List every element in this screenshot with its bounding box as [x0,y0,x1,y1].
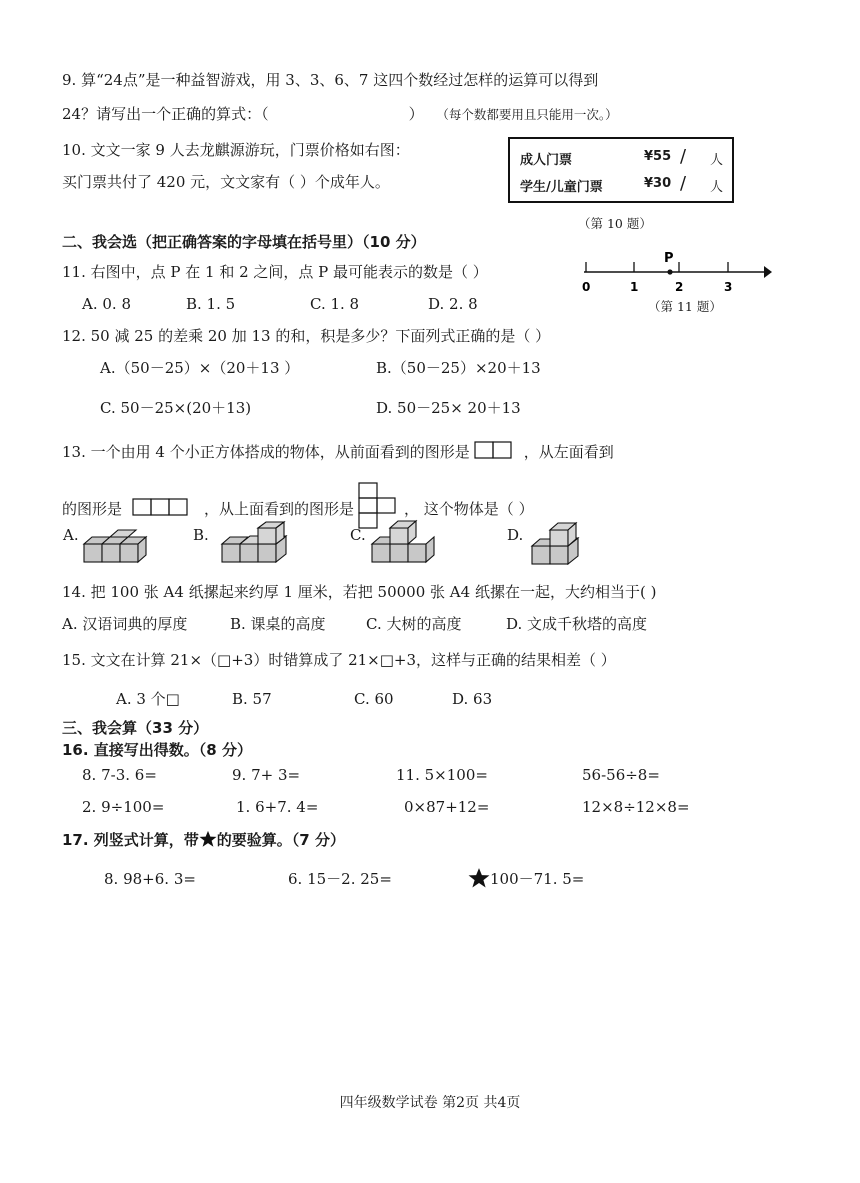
q15-option-c[interactable]: C. 60 [354,690,394,708]
page-footer: 四年级数学试卷 第2页 共4页 [339,1095,521,1111]
option-b-cubes-icon [220,526,300,576]
adult-ticket-label: 成人门票 [520,153,573,168]
q13-line2-text: 的图形是 [62,500,123,518]
q12-stem: 12. 50 减 25 的差乘 20 加 13 的和，积是多少？下面列式正确的是（ ） [62,327,551,345]
q17-item-1[interactable]: 8. 98+6. 3= [104,870,196,888]
q14-option-a[interactable]: A. 汉语词典的厚度 [62,615,188,633]
tick-label-0: 0 [582,280,591,294]
student-ticket-label: 学生/儿童门票 [520,180,603,195]
section2-title: 二、我会选（把正确答案的字母填在括号里）（10 分） [62,233,426,251]
q13-line1-text: 13. 一个由用 4 个小正方体搭成的物体，从前面看到的图形是 [62,443,470,461]
q11-option-d[interactable]: D. 2. 8 [428,295,478,313]
adult-ticket-price: ¥55 [644,149,672,164]
q11-option-a[interactable]: A. 0. 8 [82,295,131,313]
student-unit: 人 [710,180,724,195]
q9-note: （每个数都要用且只能用一次。） [436,107,618,122]
q13-line1 [62,441,614,462]
q10-line2: 买门票共付了 420 元，文文家有（ ）个成年人。 [62,173,390,191]
q17-title [62,830,345,850]
q13-option-c[interactable]: C. [350,526,366,544]
student-ticket-price: ¥30 [644,176,672,191]
q17-item-3-text: 100－71. 5= [490,870,585,888]
q12-option-c[interactable]: C. 50－25×(20＋13) [100,399,252,417]
q17-title-tail: 的要验算。（7 分） [216,831,345,849]
q10-line1: 10. 文文一家 9 人去龙麒源游玩，门票价格如右图： [62,141,410,159]
q14-option-b[interactable]: B. 课桌的高度 [230,615,326,633]
q15-option-d[interactable]: D. 63 [452,690,493,708]
q17-title-text: 17. 列竖式计算，带 [62,831,199,849]
q12-option-d[interactable]: D. 50－25× 20＋13 [376,399,521,417]
q11-caption: （第 11 题） [648,299,722,314]
section3-title: 三、我会算（33 分） [62,719,209,737]
ticket-price-box [508,137,734,203]
q16-item-5[interactable]: 2. 9÷100= [82,798,165,816]
q13-option-b[interactable]: B. [193,526,209,544]
number-line-arrow-icon [764,266,772,278]
q9-line2 [62,104,618,125]
star-icon [468,867,490,889]
q14-option-d[interactable]: D. 文成千秋塔的高度 [506,615,648,633]
q14-option-c[interactable]: C. 大树的高度 [366,615,462,633]
q17-item-3[interactable] [468,867,584,889]
q16-item-2[interactable]: 9. 7+ 3= [232,766,301,784]
q15-option-b[interactable]: B. 57 [232,690,272,708]
q11-option-b[interactable]: B. 1. 5 [186,295,236,313]
q13-option-d[interactable]: D. [507,526,524,544]
option-a-cubes-icon [82,530,162,576]
option-d-cubes-icon [530,526,610,576]
option-c-cubes-icon [370,526,450,576]
front-view-icon [474,441,514,459]
q12-option-a[interactable]: A.（50－25）×（20＋13 ） [100,359,300,377]
q9-line1: 9. 算“24点”是一种益智游戏，用 3、3、6、7 这四个数经过怎样的运算可以得到 [62,71,599,89]
point-p-dot [667,269,672,274]
q14-stem: 14. 把 100 张 A4 纸摞起来约厚 1 厘米，若把 50000 张 A4 纸摞在一起，大约相当于( ) [62,583,657,601]
left-view-icon [132,498,192,516]
q17-item-2[interactable]: 6. 15－2. 25= [288,870,392,888]
q16-item-1[interactable]: 8. 7-3. 6= [82,766,157,784]
point-p-label: P [664,251,674,266]
q9-prompt: 24？请写出一个正确的算式：（ [62,105,269,123]
tick-label-1: 1 [630,280,639,294]
tick-label-2: 2 [675,280,684,294]
top-view-icon [358,482,398,530]
q15-option-a[interactable]: A. 3 个□ [116,690,180,708]
number-line [578,248,778,298]
q16-item-3[interactable]: 11. 5×100= [396,766,488,784]
q16-item-6[interactable]: 1. 6+7. 4= [236,798,319,816]
adult-unit: 人 [710,153,724,168]
q12-option-b[interactable]: B.（50－25）×20＋13 [376,359,541,377]
q11-stem: 11. 右图中，点 P 在 1 和 2 之间，点 P 最可能表示的数是（ ） [62,263,488,281]
adult-slash: / [680,146,687,167]
q13-option-a[interactable]: A. [63,526,79,544]
q16-item-4[interactable]: 56-56÷8= [582,766,660,784]
tick-label-3: 3 [724,280,733,294]
q13-line2-mid: ，从上面看到的图形是 [204,500,355,518]
q13-line2-tail: ， 这个物体是（ ） [404,500,534,518]
q13-line1-tail: ，从左面看到 [523,443,614,461]
q11-option-c[interactable]: C. 1. 8 [310,295,360,313]
q9-close-paren: ） [408,105,424,123]
q10-caption: （第 10 题） [578,216,652,231]
student-slash: / [680,173,687,194]
q16-item-8[interactable]: 12×8÷12×8= [582,798,690,816]
q16-title: 16. 直接写出得数。（8 分） [62,741,252,759]
q15-stem: 15. 文文在计算 21×（□+3）时错算成了 21×□+3，这样与正确的结果相差（ ） [62,651,616,669]
q13-line2 [62,482,534,530]
star-icon [199,830,217,848]
q16-item-7[interactable]: 0×87+12= [404,798,490,816]
